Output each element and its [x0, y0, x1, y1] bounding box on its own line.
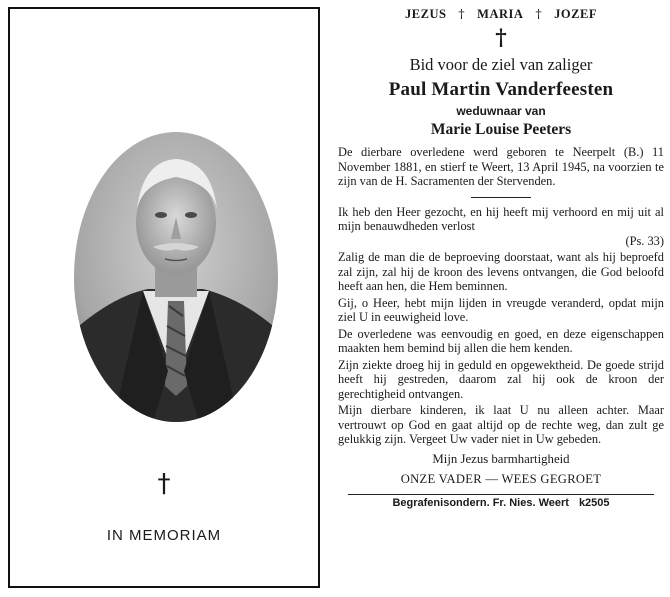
prayer-titles: ONZE VADER — WEES GEGROET — [400, 471, 602, 486]
invocation-cross-icon: † — [535, 6, 543, 21]
verse-paragraph: Zalig de man die de beproeving doorstaat, want als hij beproefd zal zijn, zal hij de kroon des levens ontvangen, die God beloofd heeft aan hen, die Hem beminnen. — [338, 250, 664, 294]
verse-text: Ik heb den Heer gezocht, en hij heeft mij verhoord en mij uit al mijn benauwdheden verlost — [338, 204, 664, 234]
verse-paragraph: Gij, o Heer, hebt mijn lijden in vreugde veranderd, opdat mijn ziel U in eeuwigheid love. — [338, 295, 664, 325]
in-memoriam-label: IN MEMORIAM — [106, 527, 222, 544]
cross-icon: † — [157, 469, 171, 499]
divider — [348, 494, 654, 495]
invocation-jozef: JOZEF — [554, 7, 597, 21]
printer-code: k2505 — [578, 496, 610, 509]
cross-icon: † — [495, 25, 507, 51]
printer-name: Begrafenisondern. Fr. Nies. Weert — [392, 496, 569, 509]
verse-paragraph: Mijn dierbare kinderen, ik laat U nu alleen achter. Maar vertrouwt op God en gaat altijd op de rechte weg, dan zult ge gelukkig zijn. Vergeet Uw vader niet in Uw gebeden. — [338, 403, 664, 447]
printer-line — [338, 497, 664, 509]
invocation-jezus: JEZUS — [405, 7, 447, 21]
invocation-maria: MARIA — [477, 7, 524, 21]
closing-prayer: Mijn Jezus barmhartigheid — [432, 451, 570, 466]
invocation-line — [338, 6, 664, 22]
verse-reference: (Ps. 33) — [625, 233, 664, 248]
spouse-name: Marie Louise Peeters — [430, 121, 572, 138]
intro-line: Bid voor de ziel van zaliger — [409, 55, 593, 74]
divider — [471, 197, 531, 198]
biography-paragraph: De dierbare overledene werd geboren te Neerpelt (B.) 11 November 1881, en stierf te Weert, 13 April 1945, na voorzien te zijn van de H. Sacramenten der Stervenden. — [338, 145, 664, 189]
verse-paragraph: Zijn ziekte droeg hij in geduld en opgewektheid. De goede strijd heeft hij gestreden, daarom zal hij ook de kroon der gerechtigheid ontvangen. — [338, 357, 664, 401]
invocation-cross-icon: † — [458, 6, 466, 21]
portrait-photo — [73, 131, 279, 423]
deceased-name: Paul Martin Vanderfeesten — [388, 79, 614, 100]
memorial-text-panel — [338, 6, 664, 594]
relation-label: weduwnaar van — [456, 104, 546, 118]
memorial-photo-panel — [8, 7, 320, 588]
verse-paragraph — [338, 205, 664, 249]
verse-paragraph: De overledene was eenvoudig en goed, en deze eigenschappen maakten hem bemind bij allen die hem kenden. — [338, 326, 664, 356]
